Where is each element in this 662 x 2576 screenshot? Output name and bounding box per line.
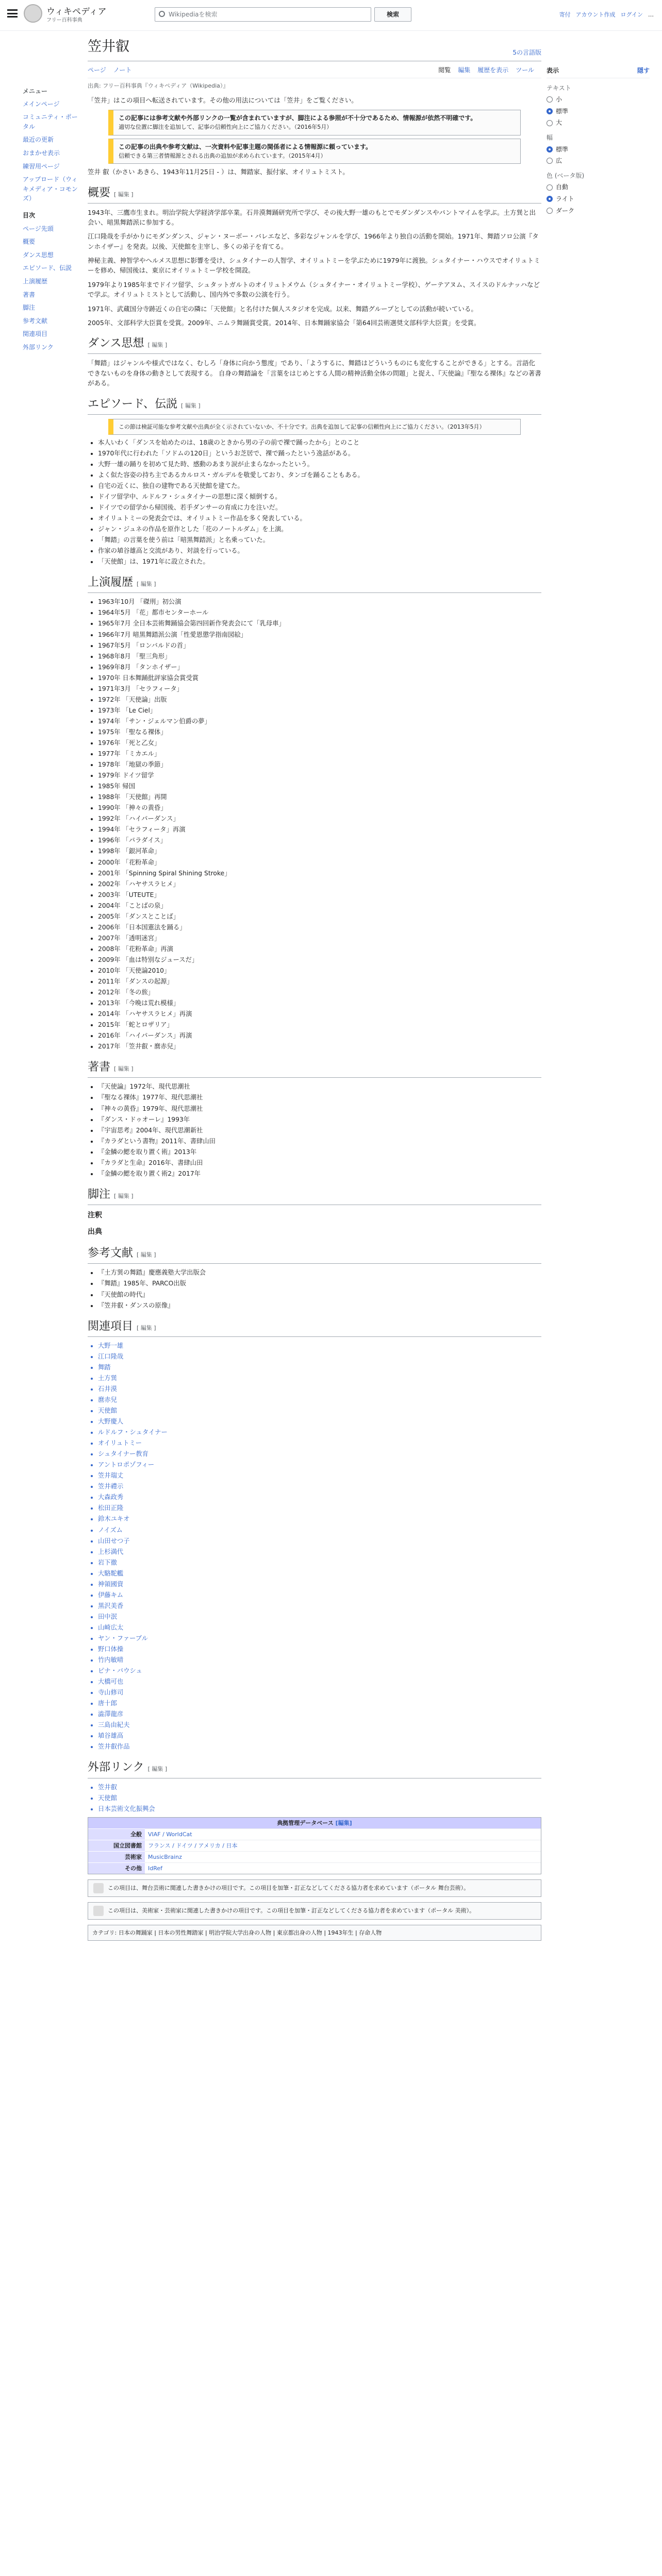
list-item: • 1985年 帰国	[98, 782, 541, 791]
list-item: • オイリュトミーの発表会では、オイリュトミー作品を多く発表している。	[98, 514, 541, 523]
list-item: • 『舞踏』1985年、PARCO出版	[98, 1279, 541, 1289]
related-link[interactable]: • 埴谷雄高	[98, 1731, 541, 1741]
related-link[interactable]: • 日本芸術文化振興会	[98, 1804, 541, 1814]
list-item: • 1966年7月 暗黒舞踏派公演「性愛恩懲学指南図絵」	[98, 630, 541, 640]
toc-item[interactable]: ページ先頭	[23, 225, 54, 232]
appearance-panel	[547, 66, 650, 217]
tab-history[interactable]: 履歴を表示	[477, 66, 509, 74]
width-standard[interactable]: 標準	[547, 145, 650, 155]
tagline: フリー百科事典	[46, 18, 82, 23]
site-header	[0, 0, 662, 31]
list-item: • 『金鱗の鰓を取り置く術2』2017年	[98, 1169, 541, 1179]
related-link[interactable]: • 笠井叡作品	[98, 1742, 541, 1752]
from-wikipedia: 出典: フリー百科事典『ウィキペディア（Wikipedia）』	[88, 82, 229, 90]
hide-button[interactable]: 隠す	[637, 67, 650, 74]
ambox-notice: この記事には参考文献や外部リンクの一覧が含まれていますが、脚注による参照が不十分であるため、情報源が依然不明確です。 適切な位置に脚注を追加して、記事の信頼性向上にご協力ください。（2016年5月）	[108, 110, 521, 135]
section-heading-chosho: 著書 [ 編集 ]	[88, 1059, 541, 1078]
edit-link[interactable]: [ 編集 ]	[114, 1065, 134, 1073]
list-item: • 大野一雄の踊りを初めて見た時、感動のあまり涙が止まらなかったという。	[98, 460, 541, 469]
list-item: • 2005年 「ダンスとことば」	[98, 912, 541, 922]
related-link[interactable]: • 舞踏	[98, 1363, 541, 1372]
list-item: • 『カラダと生命』2016年、書肆山田	[98, 1158, 541, 1168]
paragraph: 1943年、三鷹市生まれ。明治学院大学経済学部卒業。石井漠舞踊研究所で学び、その後大野一雄のもとでモダンダンスやパントマイムを学ぶ。土方巽と出会い、暗黒舞踏派に参加する。	[88, 208, 536, 226]
sidebar-item[interactable]: アップロード（ウィキメディア・コモンズ）	[23, 176, 78, 202]
edit-link[interactable]: [ 編集 ]	[181, 402, 201, 409]
main-menu-icon[interactable]	[7, 9, 18, 18]
toc-item[interactable]: 著書	[23, 291, 36, 298]
ambox-notice: この記事の出典や参考文献は、一次資料や記事主題の関係者による情報源に頼っています。 信頼できる第三者情報源とされる出典の追加が求められています。（2015年4月）	[108, 139, 521, 164]
list-item: • 1978年 「地獄の季節」	[98, 760, 541, 770]
language-button[interactable]: 5の言語版	[512, 49, 541, 57]
width-wide[interactable]: 広	[547, 156, 650, 166]
sidebar-item[interactable]: 練習用ページ	[23, 162, 60, 170]
list-item: • 1971年3月 「セラフィータ」	[98, 684, 541, 694]
list-item: • 2001年 「Spinning Spiral Shining Stroke」	[98, 869, 541, 878]
list-item: • 1969年8月 「タンホイザー」	[98, 663, 541, 672]
related-link[interactable]: • 麿赤兒	[98, 1395, 541, 1405]
toc-item[interactable]: 上演履歴	[23, 277, 48, 285]
color-label: 色 (ベータ版)	[547, 172, 585, 179]
section-heading-kanren: 関連項目 [ 編集 ]	[88, 1318, 541, 1337]
category-links[interactable]: カテゴリ: 日本の舞踊家 | 日本の男性舞踏家 | 明治学院大学出身の人物 | 東京都出身の人物 | 1943年生 | 存命人物	[88, 1925, 541, 1941]
list-item: • 2007年 「透明迷宮」	[98, 934, 541, 943]
list-item: • 2008年 「花粉革命」再演	[98, 944, 541, 954]
personal-tools	[559, 10, 654, 19]
notes-subheading: 注釈	[88, 1211, 102, 1219]
list-item: • 2014年 「ハヤサスラヒメ」再演	[98, 1009, 541, 1019]
list-item: • よく似た容姿の持ち主であるカルロス・ガルデルを敬愛しており、タンゴを踊ることもある。	[98, 470, 541, 480]
related-link[interactable]: • 天使館	[98, 1793, 541, 1803]
list-item: • 2017年 「笠井叡・麿赤兒」	[98, 1042, 541, 1052]
related-link[interactable]: • 野口体操	[98, 1645, 541, 1654]
lead-paragraph: 笠井 叡（かさい あきら、1943年11月25日 - ）は、舞踏家、振付家、オイリュトミスト。	[88, 168, 349, 176]
list-item: • 2006年 「日本国憲法を踊る」	[98, 923, 541, 933]
list-item: • 1973年 「Le Ciel」	[98, 706, 541, 716]
toc-title: 目次	[23, 211, 36, 219]
toc-item[interactable]: 脚注	[23, 304, 36, 312]
authority-key: その他	[88, 1862, 145, 1874]
list-item: • 『カラダという書物』2011年、書肆山田	[98, 1137, 541, 1146]
related-link[interactable]: • 上杉満代	[98, 1547, 541, 1557]
related-link[interactable]: • 石井漠	[98, 1384, 541, 1394]
list-item: • 1976年 「死と乙女」	[98, 738, 541, 748]
page-tabs	[88, 65, 541, 79]
related-link[interactable]: • ノイズム	[98, 1526, 541, 1535]
create-account-link[interactable]: アカウント作成	[575, 11, 616, 18]
related-link[interactable]: • 大野慶人	[98, 1417, 541, 1427]
list-item: • 2010年 「天使論2010」	[98, 966, 541, 976]
search-icon	[159, 11, 165, 17]
related-link[interactable]: • オイリュトミー	[98, 1438, 541, 1448]
related-link[interactable]: • シュタイナー教育	[98, 1449, 541, 1459]
edit-link[interactable]: [ 編集 ]	[147, 342, 168, 349]
list-item: • 自宅の近くに、独自の建物である天使館を建てた。	[98, 481, 541, 491]
related-link[interactable]: • 唐十郎	[98, 1699, 541, 1708]
list-item: • 「天使館」は、1971年に設立された。	[98, 557, 541, 567]
related-link[interactable]: • 山崎広太	[98, 1623, 541, 1633]
authority-edit-link[interactable]: [編集]	[335, 1819, 352, 1826]
toc-item[interactable]: 概要	[23, 238, 36, 246]
list-item: • 1964年5月 「花」都市センターホール	[98, 608, 541, 618]
related-link[interactable]: • 大野一雄	[98, 1341, 541, 1351]
tab-tools[interactable]: ツール	[516, 66, 534, 74]
sidebar	[23, 87, 84, 355]
sidebar-item[interactable]: おまかせ表示	[23, 149, 60, 157]
text-size-small[interactable]: 小	[547, 95, 650, 105]
tab-read[interactable]: 閲覧	[438, 66, 451, 74]
related-link[interactable]: • ルドルフ・シュタイナー	[98, 1428, 541, 1437]
toc-item[interactable]: 外部リンク	[23, 343, 54, 351]
list-item: • 2015年 「蛇とロザリア」	[98, 1020, 541, 1030]
list-item: • 『土方巽の舞踏』慶應義塾大学出版会	[98, 1268, 541, 1278]
sidebar-item[interactable]: コミュニティ・ポータル	[23, 113, 78, 130]
list-item: • 『笠井叡・ダンスの原像』	[98, 1301, 541, 1311]
list-item: • 1972年 「天使論」出版	[98, 695, 541, 705]
list-item: • 2003年 「UTEUTE」	[98, 890, 541, 900]
list-item: • ジャン・ジュネの作品を原作とした「花のノートルダム」を上演。	[98, 524, 541, 534]
list-item: • 1990年 「神々の黄昏」	[98, 803, 541, 813]
list-item: • ドイツでの留学から帰国後、若手ダンサーの育成に力を注いだ。	[98, 503, 541, 513]
wordmark[interactable]: ウィキペディア	[46, 7, 107, 17]
related-link[interactable]: • 鈴木ユキオ	[98, 1514, 541, 1524]
paragraph: 2005年、文部科学大臣賞を受賞。2009年、ニムラ舞踊賞受賞。2014年、日本舞踊家協会「第64回芸術選奨文部科学大臣賞」を受賞。	[88, 318, 481, 327]
list-item: • 1992年 「ハイパーダンス」	[98, 814, 541, 824]
related-link[interactable]: • 笠井禮示	[98, 1482, 541, 1492]
related-link[interactable]: • 江口隆哉	[98, 1352, 541, 1362]
list-item: • 『金鱗の鰓を取り置く術』2013年	[98, 1147, 541, 1157]
wikipedia-logo[interactable]	[24, 4, 42, 23]
hatnote: 「笠井」はこの項目へ転送されています。その他の用法については「笠井」をご覧ください。	[88, 96, 358, 105]
related-link[interactable]: • 寺山修司	[98, 1688, 541, 1698]
list-item: • 本人いわく「ダンスを始めたのは、18歳のときから男の子の前で裸で踊ったから」とのこと	[98, 438, 541, 448]
related-link[interactable]: • 大橋可也	[98, 1677, 541, 1687]
text-size-large[interactable]: 大	[547, 118, 650, 128]
section-heading-kyakuchu: 脚注 [ 編集 ]	[88, 1186, 541, 1205]
related-link[interactable]: • 岩下徹	[98, 1558, 541, 1568]
text-size-standard[interactable]: 標準	[547, 107, 650, 116]
art-icon	[93, 1906, 104, 1916]
authority-value[interactable]: フランス / ドイツ / アメリカ / 日本	[145, 1840, 541, 1851]
edit-link[interactable]: [ 編集 ]	[114, 1192, 134, 1199]
paragraph: 江口隆哉を手がかりにモダンダンス、ジャン・ヌーボー・バレエなど、多彩なジャンルを学び、1966年より独自の活動を開始。1971年、舞踏ソロ公演『タンホイザー』を発表。以後、天使館を主宰し、多くの弟子を育てる。	[88, 232, 539, 250]
stub-notice: この項目は、舞台芸術に関連した書きかけの項目です。この項目を加筆・訂正などしてくださる協力者を求めています（ポータル 舞台芸術）。	[88, 1879, 541, 1897]
toc-item[interactable]: 関連項目	[23, 330, 48, 338]
paragraph: 1979年より1985年までドイツ留学、シュタットガルトのオイリュトメウム（シュタイナー・オイリュトミー学校）、ゲーテアヌム、スイスのドルナッハなどで学ぶ。オイリュトミストとして活動し、国内外で多数の公演を行う。	[88, 280, 540, 299]
list-item: • 1998年 「銀河革命」	[98, 846, 541, 856]
list-item: • 「舞踏」の言葉を使う前は「暗黒舞踏派」と名乗っていた。	[98, 535, 541, 545]
section-heading-gaiyou: 概要 [ 編集 ]	[88, 184, 541, 204]
edit-link[interactable]: [ 編集 ]	[137, 1324, 156, 1331]
list-item: • 1988年 「天使館」再開	[98, 792, 541, 802]
search-input[interactable]: Wikipediaを検索	[155, 7, 371, 22]
list-item: • 『天使論』1972年、現代思潮社	[98, 1082, 541, 1092]
theatre-icon	[93, 1883, 104, 1893]
authority-key: 国立図書館	[88, 1840, 145, 1851]
login-link[interactable]: ログイン	[620, 11, 643, 18]
related-link[interactable]: • 神領國資	[98, 1580, 541, 1589]
color-dark[interactable]: ダーク	[547, 206, 650, 216]
authority-value[interactable]: MusicBrainz	[145, 1851, 541, 1862]
authority-control: 典拠管理データベース [編集] 全般 VIAF / WorldCat 国立図書館 フランス / ドイツ / アメリカ / 日本 芸術家 MusicBrainz その他 IdRef	[88, 1817, 541, 1874]
edit-link[interactable]: [ 編集 ]	[114, 191, 134, 198]
edit-link[interactable]: [ 編集 ]	[137, 581, 156, 588]
list-item: • 1974年 「サン・ジェルマン伯爵の夢」	[98, 717, 541, 726]
sources-subheading: 出典	[88, 1227, 102, 1236]
section-heading-gaibu: 外部リンク [ 編集 ]	[88, 1759, 541, 1778]
list-item: • 作家の埴谷雄高と交流があり、対談を行っている。	[98, 546, 541, 556]
related-link[interactable]: • 澁澤龍彦	[98, 1709, 541, 1719]
sidebar-item[interactable]: メインページ	[23, 100, 60, 108]
related-link[interactable]: • 笠井瑞丈	[98, 1471, 541, 1481]
list-item: • 2013年 「今晩は荒れ模様」	[98, 998, 541, 1008]
list-item: • 1970年代に行われた「ソドムの120日」というお芝居で、裸で踊ったという逸話がある。	[98, 449, 541, 459]
list-item: • 1965年7月 全日本芸術舞踊協会第四回新作発表会にて「乳母車」	[98, 619, 541, 629]
authority-key: 全般	[88, 1828, 145, 1840]
section-notice: この節は検証可能な参考文献や出典が全く示されていないか、不十分です。出典を追加して記事の信頼性向上にご協力ください。（2013年5月）	[108, 419, 521, 435]
authority-value[interactable]: IdRef	[145, 1862, 541, 1874]
sidebar-heading: メニュー	[23, 88, 48, 95]
list-item: • 2002年 「ハヤサスラヒメ」	[98, 879, 541, 889]
list-item: • 『ダンス・ドゥオーレ』1993年	[98, 1115, 541, 1125]
list-item: • 1975年 「聖なる裸体」	[98, 727, 541, 737]
list-item: • 1979年 ドイツ留学	[98, 771, 541, 781]
related-link[interactable]: • ピナ・バウシュ	[98, 1666, 541, 1676]
width-label: 幅	[547, 133, 553, 141]
list-item: • 『宇宙思考』2004年、現代思潮新社	[98, 1126, 541, 1136]
paragraph: 「舞踏」はジャンルや様式ではなく、むしろ「身体に向かう態度」であり、「ようするに、舞踏はどういうものにも変化することができる」とする。言語化できないものを身体の動きとして表現する。 自身の舞踏論を「言葉をはじめとする人間の精神活動全体の問題」と捉え、『天使論』『聖なる裸体』などの著書がある。	[88, 359, 541, 387]
tab-page[interactable]: ページ	[88, 66, 106, 74]
related-link[interactable]: • 黒沢美香	[98, 1601, 541, 1611]
list-item: • 『天使館の時代』	[98, 1290, 541, 1300]
tab-edit[interactable]: 編集	[458, 66, 471, 74]
related-link[interactable]: • 山田せつ子	[98, 1536, 541, 1546]
toc-item[interactable]: エピソード、伝説	[23, 264, 72, 272]
related-link[interactable]: • 天使館	[98, 1406, 541, 1416]
list-item: • 1967年5月 「ロンバルドの首」	[98, 641, 541, 651]
page-title: 笠井叡	[88, 39, 129, 55]
toc-item[interactable]: ダンス思想	[23, 251, 54, 259]
paragraph: 1971年、武蔵国分寺跡近くの自宅の隣に「天使館」と名付けた個人スタジオを完成。以来、舞踏グループとしての活動が続いている。	[88, 304, 477, 313]
list-item: • 2012年 「冬の旅」	[98, 988, 541, 997]
section-heading-shisou: ダンス思想 [ 編集 ]	[88, 335, 541, 354]
related-link[interactable]: • 三島由紀夫	[98, 1720, 541, 1730]
color-auto[interactable]: 自動	[547, 182, 650, 192]
related-link[interactable]: • 田中泯	[98, 1612, 541, 1622]
list-item: • 1977年 「ミカエル」	[98, 749, 541, 759]
related-link[interactable]: • 松田正隆	[98, 1503, 541, 1513]
related-link[interactable]: • 大駱駝艦	[98, 1569, 541, 1579]
list-item: • ドイツ留学中、ルドルフ・シュタイナーの思想に深く傾倒する。	[98, 492, 541, 502]
list-item: • 2011年 「ダンスの起源」	[98, 977, 541, 987]
appearance-title: 表示	[547, 67, 559, 74]
section-heading-rireki: 上演履歴 [ 編集 ]	[88, 574, 541, 593]
related-link[interactable]: • アントロポゾフィー	[98, 1460, 541, 1470]
list-item: • 2009年 「血は特別なジュースだ」	[98, 955, 541, 965]
tab-talk[interactable]: ノート	[113, 66, 132, 74]
related-link[interactable]: • 竹内敏晴	[98, 1655, 541, 1665]
list-item: • 2004年 「ことばの泉」	[98, 901, 541, 911]
list-item: • 1994年 「セラフィータ」再演	[98, 825, 541, 835]
list-item: • 1963年10月 「磔刑」初公演	[98, 597, 541, 607]
list-item: • 『神々の黄昏』1979年、現代思潮社	[98, 1104, 541, 1114]
main-content	[88, 36, 541, 1941]
edit-link[interactable]: [ 編集 ]	[147, 1766, 168, 1773]
list-item: • 1968年8月 「聖三角形」	[98, 652, 541, 662]
authority-value[interactable]: VIAF / WorldCat	[145, 1828, 541, 1840]
related-link[interactable]: • 大森政秀	[98, 1493, 541, 1502]
related-link[interactable]: • ヤン・ファーブル	[98, 1634, 541, 1643]
list-item: • 2016年 「ハイパーダンス」再演	[98, 1031, 541, 1041]
more-menu-icon[interactable]: …	[648, 11, 654, 18]
donate-link[interactable]: 寄付	[559, 11, 571, 18]
search-button[interactable]: 検索	[374, 7, 411, 22]
list-item: • 『聖なる裸体』1977年、現代思潮社	[98, 1093, 541, 1103]
related-link[interactable]: • 土方巽	[98, 1374, 541, 1383]
paragraph: 神秘主義、神智学やヘルメス思想に影響を受け、シュタイナーの人智学、オイリュトミーを学ぶために1979年に渡独。シュタイナー・ハウスでオイリュトミーを修め、帰国後は、東京にオイリュトミー学校を開設。	[88, 257, 540, 275]
section-heading-episode: エピソード、伝説 [ 編集 ]	[88, 396, 541, 415]
related-link[interactable]: • 笠井叡	[98, 1783, 541, 1792]
color-light[interactable]: ライト	[547, 194, 650, 204]
edit-link[interactable]: [ 編集 ]	[137, 1251, 156, 1259]
list-item: • 1996年 「パラダイス」	[98, 836, 541, 845]
authority-key: 芸術家	[88, 1851, 145, 1862]
toc-item[interactable]: 参考文献	[23, 317, 48, 325]
sidebar-item[interactable]: 最近の更新	[23, 136, 54, 144]
list-item: • 1970年 日本舞踊批評家協会賞受賞	[98, 673, 541, 683]
section-heading-sanko: 参考文献 [ 編集 ]	[88, 1245, 541, 1264]
stub-notice: この項目は、美術家・芸術家に関連した書きかけの項目です。この項目を加筆・訂正などしてくださる協力者を求めています（ポータル 美術）。	[88, 1902, 541, 1920]
related-link[interactable]: • 伊藤キム	[98, 1590, 541, 1600]
text-size-label: テキスト	[547, 84, 571, 92]
list-item: • 2000年 「花粉革命」	[98, 858, 541, 868]
